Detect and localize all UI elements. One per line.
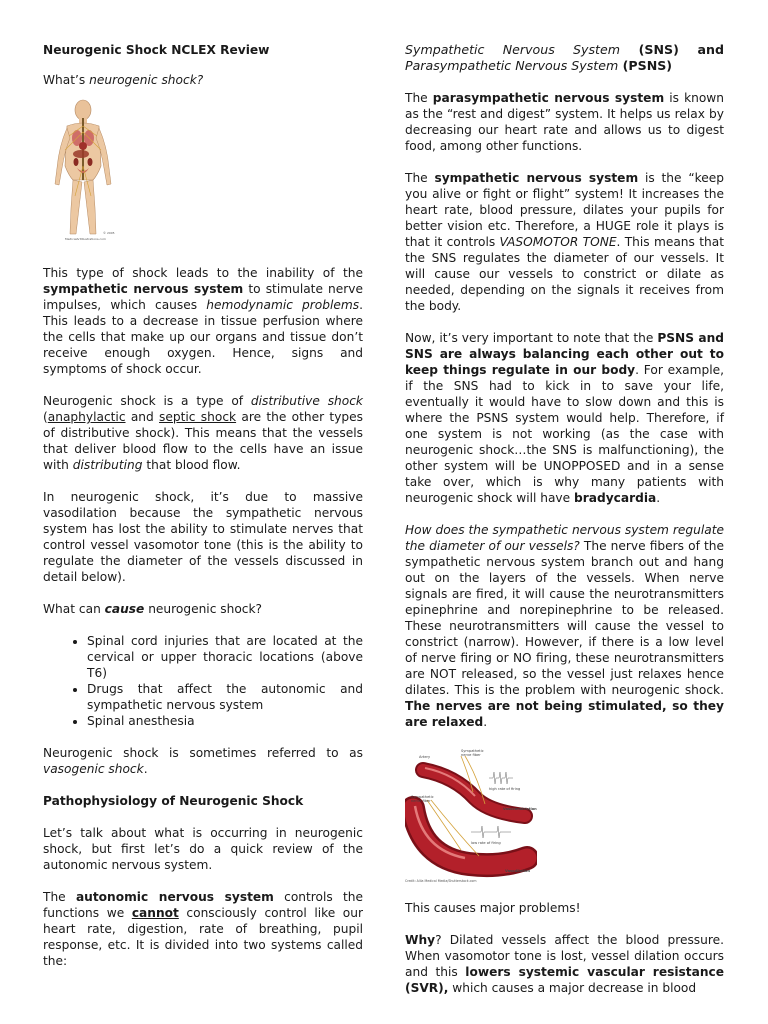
label-nerve-fiber-2: nerve fiber <box>411 799 431 803</box>
paragraph-autonomic: The autonomic nervous system controls the functions we cannot consciously control like our heart rate, digestion, rate of breathing, pupil response, etc. It is divided into two systems called the: <box>43 890 363 968</box>
label-nerve-fiber-1: nerve fiber <box>461 753 481 757</box>
list-item: • Drugs that affect the autonomic and sympathetic nervous system <box>87 681 363 713</box>
list-item: • Spinal anesthesia <box>87 713 363 729</box>
label-artery: Artery <box>419 755 431 759</box>
causes-list <box>43 633 363 729</box>
paragraph-vasodilation: In neurogenic shock, it’s due to massive vasodilation because the sympathetic nervous system has lost the ability to stimulate nerves that control vessel vasomotor tone (this is the ability to regulate the diameter of the vessels discussed in detail below). <box>43 490 363 584</box>
paragraph-major-problems: This causes major problems! <box>405 901 581 915</box>
right-column <box>405 42 724 996</box>
paragraph-sympathetic: The sympathetic nervous system is the “keep you alive or fight or flight” system! It increases the heart rate, blood pressure, dilates your pupils for better vision etc. Therefore, a HUGE role it plays is that it controls VASOMOTOR TONE. This means that the SNS regulates the diameter of our vessels. It will cause our vessels to constrict or dilate as needed, depending on the signals it receives from the body. <box>405 171 724 313</box>
paragraph-lets-talk: Let’s talk about what is occurring in neurogenic shock, but first let’s do a quick review of the autonomic nervous system. <box>43 826 363 872</box>
label-high-rate: high rate of firing <box>489 787 521 791</box>
vasoconstriction-figure <box>405 746 537 886</box>
question-cause: What can cause neurogenic shock? <box>43 602 263 616</box>
figure-credit-2: MedicalArtIllustrations.com <box>65 237 106 241</box>
heading-sns-psns: Sympathetic Nervous System (SNS) and Parasympathetic Nervous System (PSNS) <box>405 42 724 73</box>
figure-credit: Credit: Alila Medical Media/Shutterstock.com <box>405 879 477 883</box>
label-vasodilation: Vasodilation <box>505 869 531 873</box>
paragraph-vasogenic: Neurogenic shock is sometimes referred to as vasogenic shock. <box>43 746 363 776</box>
paragraph-why: Why? Dilated vessels affect the blood pressure. When vasomotor tone is lost, vessel dilation occurs and this lowers systemic vascular resistance (SVR), which causes a major decrease in blood <box>405 933 724 995</box>
document-title: Neurogenic Shock NCLEX Review <box>43 43 270 57</box>
heading-pathophysiology: Pathophysiology of Neurogenic Shock <box>43 794 304 808</box>
paragraph-distributive: Neurogenic shock is a type of distributive shock (anaphylactic and septic shock are the other types of distributive shock). This means that the vessels that deliver blood flow to the cells have an issue with distributing that blood flow. <box>43 394 363 472</box>
paragraph-parasympathetic: The parasympathetic nervous system is known as the “rest and digest” system. It helps us relax by decreasing our heart rate and allows us to digest food, among other functions. <box>405 91 724 153</box>
nervous-system-figure <box>43 96 123 244</box>
label-sympathetic-2: Sympathetic <box>411 795 434 799</box>
paragraph-inability: This type of shock leads to the inability of the sympathetic nervous system to stimulate nerve impulses, which causes hemodynamic problems. This leads to a decrease in tissue perfusion where the cells that make up our organs and tissue don’t receive enough oxygen. Hence, signs and symptoms of shock occur. <box>43 266 363 376</box>
label-low-rate: low rate of firing <box>471 841 501 845</box>
label-vasoconstriction: Vasoconstriction <box>503 807 537 811</box>
list-item: • Spinal cord injuries that are located at the cervical or upper thoracic locations (above T6) <box>87 633 363 681</box>
left-column <box>43 42 363 969</box>
figure-credit-1: © 2005 <box>103 231 115 235</box>
paragraph-balancing: Now, it’s very important to note that the PSNS and SNS are always balancing each other out to keep things regulate in our body. For example, if the SNS had to kick in to save your life, eventually it would have to slow down and this is where the PSNS system would help. Therefore, if one system is not working (as the case with neurogenic shock…the SNS is malfunctioning), the other system will be UNOPPOSED and in a sense take over, which is why many patients with neurogenic shock will have bradycardia. <box>405 331 724 505</box>
question-what-is: What’s neurogenic shock? <box>43 73 204 87</box>
label-sympathetic-1: Sympathetic <box>461 749 484 753</box>
paragraph-regulation: How does the sympathetic nervous system regulate the diameter of our vessels? The nerve fibers of the sympathetic nervous system branch out and hang out on the layers of the vessels. When nerve signals are fired, it will cause the neurotransmitters epinephrine and norepinephrine to be released. These neurotransmitters will cause the vessel to constrict (narrow). However, if there is a low level of nerve firing or NO firing, these neurotransmitters are NOT released, so the vessel just relaxes hence dilates. This is the problem with neurogenic shock. The nerves are not being stimulated, so they are relaxed. <box>405 523 724 729</box>
